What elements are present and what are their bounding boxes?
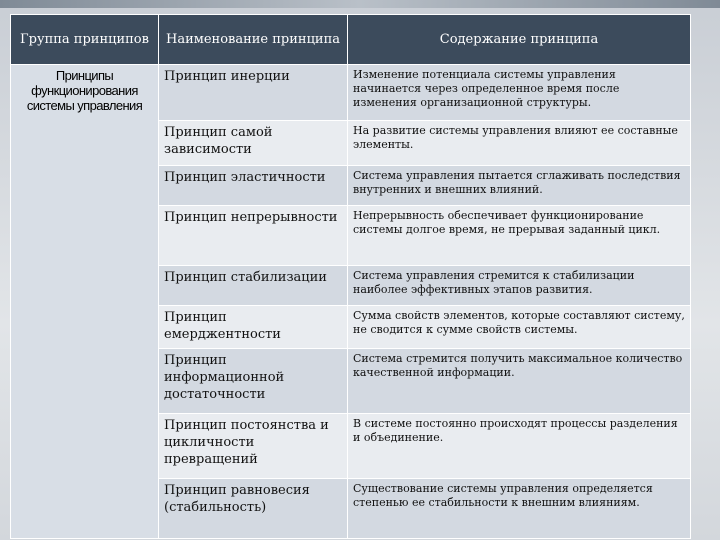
principle-name: Принцип эластичности — [159, 166, 348, 206]
principle-name: Принцип непрерывности — [159, 206, 348, 266]
header-content: Содержание принципа — [348, 15, 691, 65]
principle-content: Система стремится получить максимальное количество качественной информации. — [348, 349, 691, 414]
principle-name: Принцип инерции — [159, 65, 348, 121]
principle-name: Принцип равновесия (стабильность) — [159, 479, 348, 539]
header-group: Группа принципов — [11, 15, 159, 65]
table-row — [11, 65, 691, 121]
principle-name: Принцип постоянства и цикличности превращений — [159, 414, 348, 479]
principle-name: Принцип стабилизации — [159, 266, 348, 306]
principle-content: На развитие системы управления влияют ее составные элементы. — [348, 121, 691, 166]
principle-content: Сумма свойств элементов, которые составляют систему, не сводится к сумме свойств системы. — [348, 306, 691, 349]
table-header-row — [11, 15, 691, 65]
principle-content: Изменение потенциала системы управления начинается через определенное время после изменения организационной структуры. — [348, 65, 691, 121]
principle-content: Непрерывность обеспечивает функционирование системы долгое время, не прерывая заданный цикл. — [348, 206, 691, 266]
principle-content: Система управления стремится к стабилизации наиболее эффективных этапов развития. — [348, 266, 691, 306]
group-cell: Принципы функционирования системы управления — [11, 65, 159, 539]
principle-content: Существование системы управления определяется степенью ее стабильности к внешним влияниям. — [348, 479, 691, 539]
principle-name: Принцип емерджентности — [159, 306, 348, 349]
principle-name: Принцип информационной достаточности — [159, 349, 348, 414]
principles-table — [10, 14, 691, 539]
principle-content: В системе постоянно происходят процессы разделения и объединение. — [348, 414, 691, 479]
principle-content: Система управления пытается сглаживать последствия внутренних и внешних влияний. — [348, 166, 691, 206]
header-name: Наименование принципа — [159, 15, 348, 65]
slide-top-border — [0, 0, 720, 8]
principle-name: Принцип самой зависимости — [159, 121, 348, 166]
